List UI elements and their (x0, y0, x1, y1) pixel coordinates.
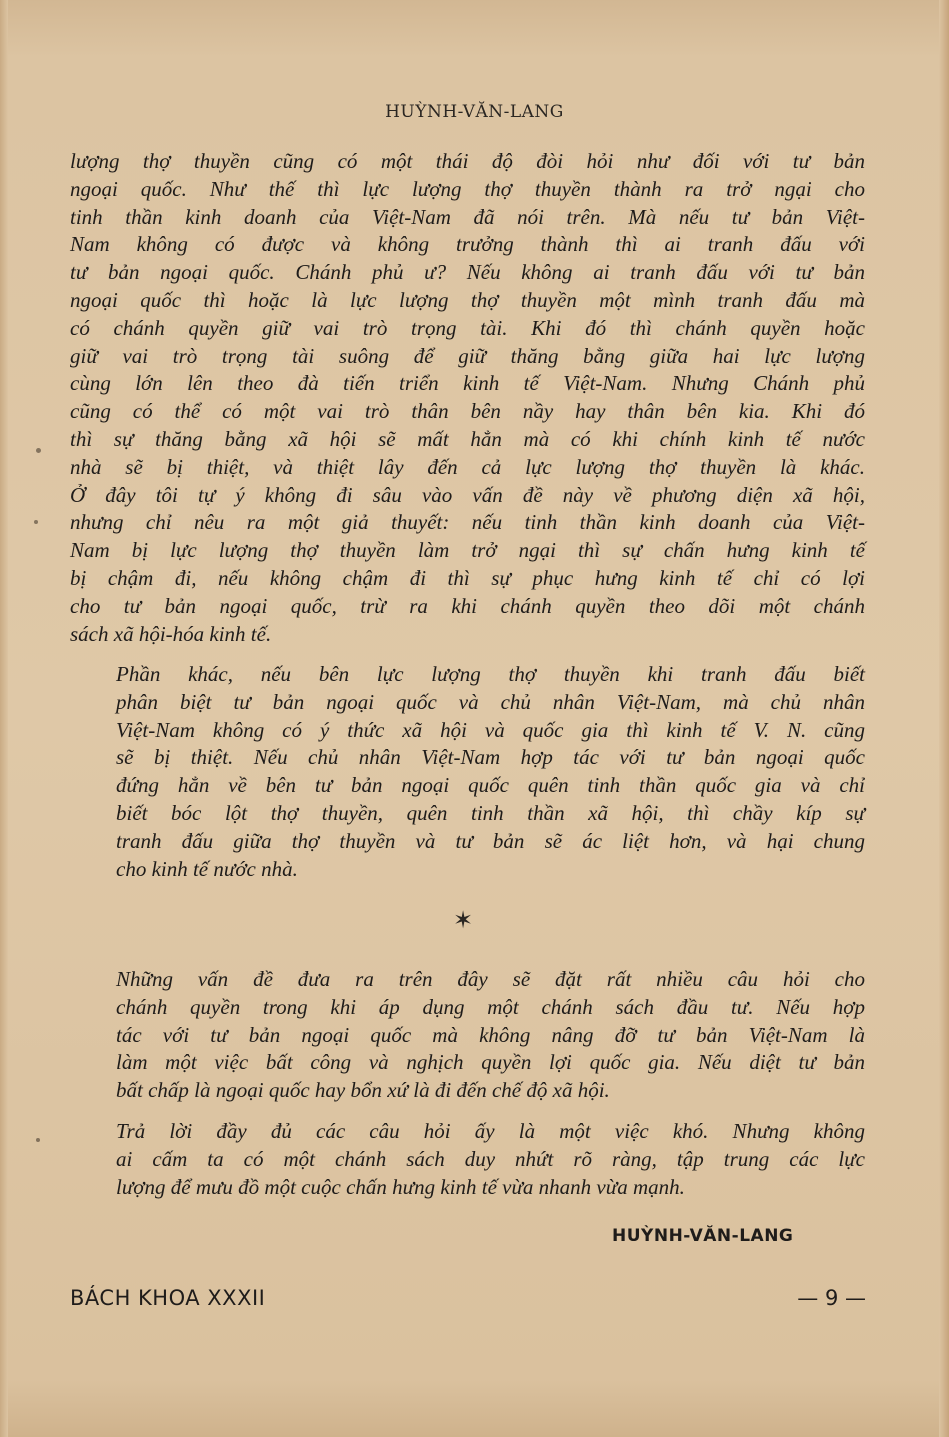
text-line: Nam bị lực lượng thợ thuyền làm trở ngại thì sự chấn hưng kinh tế (70, 538, 865, 563)
section-divider-asterisk: ✶ (452, 906, 474, 934)
text-line: chánh quyền trong khi áp dụng một chánh sách đầu tư. Nếu hợp (116, 994, 865, 1019)
text-line: cùng lớn lên theo đà tiến triển kinh tế Việt-Nam. Nhưng Chánh phủ (70, 371, 865, 396)
text-line: lượng để mưu đồ một cuộc chấn hưng kinh tế vừa nhanh vừa mạnh. (116, 1174, 685, 1199)
text-line: có chánh quyền giữ vai trò trọng tài. Khi đó thì chánh quyền hoặc (70, 315, 865, 340)
text-line: ngoại quốc. Như thế thì lực lượng thợ thuyền thành ra trở ngại cho (70, 176, 865, 201)
text-line: Việt-Nam không có ý thức xã hội và quốc gia thì kinh tế V. N. cũng (116, 717, 865, 742)
page-edge-shadow-left (0, 0, 8, 1437)
author-signature: HUỲNH-VĂN-LANG (612, 1226, 794, 1246)
text-line: ai cấm ta có một chánh sách duy nhứt rõ ràng, tập trung các lực (116, 1146, 865, 1171)
text-line: nhưng chỉ nêu ra một giả thuyết: nếu tinh thần kinh doanh của Việt- (70, 510, 865, 535)
text-line: bị chậm đi, nếu không chậm đi thì sự phục hưng kinh tế chỉ có lợi (70, 565, 865, 590)
text-line: Ở đây tôi tự ý không đi sâu vào vấn đề này về phương diện xã hội, (70, 482, 865, 507)
text-line: Những vấn đề đưa ra trên đây sẽ đặt rất nhiều câu hỏi cho (116, 967, 865, 991)
text-line: cho tư bản ngoại quốc, trừ ra khi chánh quyền theo dõi một chánh (70, 593, 865, 618)
paper-speck (36, 448, 41, 453)
page-edge-shadow-right (939, 0, 949, 1437)
text-line: Nam không có được và không trưởng thành thì ai tranh đấu với (70, 232, 865, 257)
footer-page-number: — 9 — (797, 1286, 866, 1310)
paragraph-2 (70, 661, 865, 883)
text-line: tinh thần kinh doanh của Việt-Nam đã nói trên. Mà nếu tư bản Việt- (70, 204, 865, 229)
text-line: biết bóc lột thợ thuyền, quên tinh thần xã hội, thì chầy kíp sự (116, 800, 865, 825)
text-line: Phần khác, nếu bên lực lượng thợ thuyền khi tranh đấu biết (116, 662, 865, 686)
text-line: cũng có thể có một vai trò thân bên nầy hay thân bên kia. Khi đó (70, 399, 865, 424)
paragraph-4 (70, 1118, 865, 1201)
text-line: sách xã hội-hóa kinh tế. (70, 621, 272, 646)
text-line: Trả lời đầy đủ các câu hỏi ấy là một việc khó. Nhưng không (116, 1119, 865, 1143)
paper-speck (34, 520, 38, 524)
paragraph-3 (70, 966, 865, 1105)
text-line: sẽ bị thiệt. Nếu chủ nhân Việt-Nam hợp tác với tư bản ngoại quốc (116, 745, 865, 770)
text-line: tranh đấu giữa thợ thuyền và tư bản sẽ ác liệt hơn, và hại chung (116, 828, 865, 853)
text-line: tác với tư bản ngoại quốc mà không nâng đỡ tư bản Việt-Nam là (116, 1022, 865, 1047)
text-line: bất chấp là ngoại quốc hay bổn xứ là đi đến chế độ xã hội. (116, 1078, 610, 1103)
running-header-title: HUỲNH-VĂN-LANG (385, 102, 564, 122)
text-line: thì sự thăng bằng xã hội sẽ mất hẳn mà có khi chính kinh tế nước (70, 426, 865, 451)
text-line: đứng hẳn về bên tư bản ngoại quốc quên tinh thần quốc gia và chỉ (116, 773, 865, 798)
text-line: tư bản ngoại quốc. Chánh phủ ư? Nếu không ai tranh đấu với tư bản (70, 260, 865, 285)
footer-publication: BÁCH KHOA XXXII (70, 1286, 266, 1310)
text-line: phân biệt tư bản ngoại quốc và chủ nhân Việt-Nam, mà chủ nhân (116, 689, 865, 714)
text-line: lượng thợ thuyền cũng có một thái độ đòi hỏi như đối với tư bản (70, 149, 865, 173)
text-line: ngoại quốc thì hoặc là lực lượng thợ thuyền một mình tranh đấu mà (70, 287, 865, 312)
text-line: giữ vai trò trọng tài suông để giữ thăng bằng giữa hai lực lượng (70, 343, 865, 368)
text-line: nhà sẽ bị thiệt, và thiệt lây đến cả lực lượng thợ thuyền là khác. (70, 454, 865, 479)
paragraph-1 (70, 148, 865, 648)
text-line: làm một việc bất công và nghịch quyền lợi quốc gia. Nếu diệt tư bản (116, 1050, 865, 1075)
paper-speck (36, 1138, 40, 1142)
text-line: cho kinh tế nước nhà. (116, 856, 298, 881)
